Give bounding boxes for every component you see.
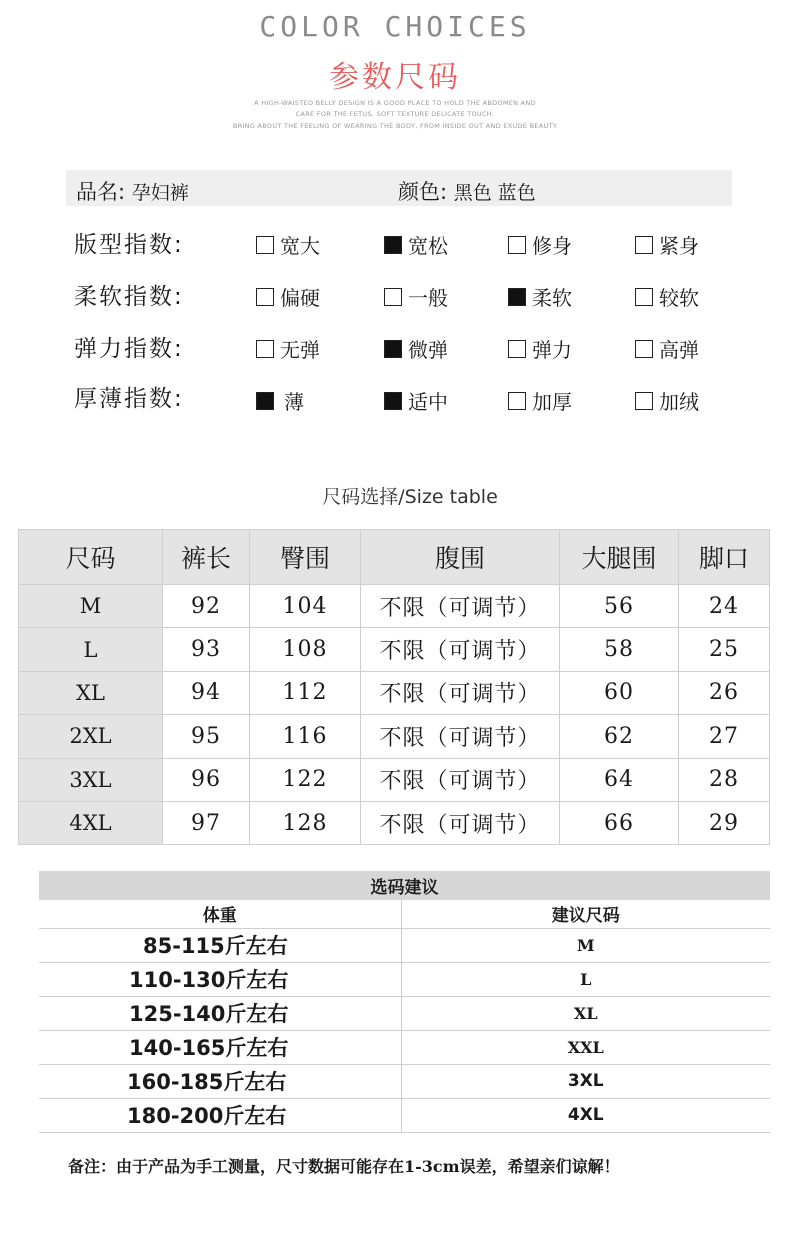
checked-box-icon (508, 288, 526, 306)
header-cell: 裤长 (163, 530, 250, 585)
table-cell: 56 (560, 585, 679, 628)
size-cell: XXL (401, 1030, 770, 1064)
weight-cell: 160-185斤左右 (39, 1064, 401, 1098)
table-cell: 58 (560, 628, 679, 671)
product-info-bar (66, 170, 732, 206)
table-cell: 97 (163, 801, 250, 844)
checkbox-icon (384, 288, 402, 306)
checked-box-icon (256, 392, 274, 410)
table-cell: 112 (250, 671, 361, 714)
table-cell: 108 (250, 628, 361, 671)
size-table (18, 529, 770, 845)
tagline-line-3: BRING ABOUT THE FEELING OF WEARING THE BODY, FROM INSIDE OUT AND EXUDE BEAUTY (232, 122, 558, 130)
product-name-label: 品名: (76, 180, 126, 204)
header-cell: 体重 (39, 900, 401, 928)
table-cell: 116 (250, 715, 361, 758)
table-cell: 不限（可调节） (361, 715, 560, 758)
checkbox-icon (256, 236, 274, 254)
table-cell: 104 (250, 585, 361, 628)
header-cell: 建议尺码 (401, 900, 770, 928)
header-title-en: COLOR CHOICES (259, 10, 531, 43)
option-label: 弹力 (532, 338, 572, 362)
table-cell: 25 (679, 628, 770, 671)
table-cell: 92 (163, 585, 250, 628)
header-cell: 腹围 (361, 530, 560, 585)
checkbox-icon (256, 288, 274, 306)
option-label: 一般 (408, 286, 448, 310)
option-label: 无弹 (280, 338, 320, 362)
checkbox-icon (635, 236, 653, 254)
product-color-value: 黑色 蓝色 (453, 182, 536, 204)
attr-label-thickness: 厚薄指数: (74, 386, 184, 412)
table-row (19, 715, 770, 758)
option-label: 加厚 (532, 390, 572, 414)
table-row (39, 928, 770, 962)
table-cell: 27 (679, 715, 770, 758)
table-row (19, 585, 770, 628)
checkbox-icon (635, 392, 653, 410)
option-fit-1 (256, 230, 320, 259)
table-cell: 93 (163, 628, 250, 671)
header-cell: 尺码 (19, 530, 163, 585)
option-thick-4 (635, 386, 699, 415)
option-fit-4 (635, 230, 699, 259)
table-cell: 不限（可调节） (361, 801, 560, 844)
recommend-title: 选码建议 (39, 871, 770, 900)
option-label: 柔软 (532, 286, 572, 310)
table-cell: 122 (250, 758, 361, 801)
option-stretch-4 (635, 334, 699, 363)
option-label: 适中 (408, 390, 448, 414)
table-cell: 60 (560, 671, 679, 714)
option-soft-2 (384, 282, 448, 311)
size-cell: 4XL (19, 801, 163, 844)
attr-label-stretch: 弹力指数: (74, 336, 184, 362)
option-thick-1 (256, 386, 304, 415)
option-fit-3 (508, 230, 572, 259)
option-stretch-3 (508, 334, 572, 363)
table-cell: 95 (163, 715, 250, 758)
table-cell: 96 (163, 758, 250, 801)
table-cell: 94 (163, 671, 250, 714)
option-label: 偏硬 (280, 286, 320, 310)
option-label: 紧身 (659, 234, 699, 258)
table-cell: 29 (679, 801, 770, 844)
checkbox-icon (508, 340, 526, 358)
weight-cell: 110-130斤左右 (39, 962, 401, 996)
attr-label-fit: 版型指数: (74, 232, 184, 258)
table-cell: 26 (679, 671, 770, 714)
table-cell: 28 (679, 758, 770, 801)
option-soft-1 (256, 282, 320, 311)
option-label: 修身 (532, 234, 572, 258)
checkbox-icon (635, 288, 653, 306)
option-label: 较软 (659, 286, 699, 310)
table-cell: 不限（可调节） (361, 628, 560, 671)
product-color-label: 颜色: (398, 180, 448, 204)
product-name (76, 176, 189, 206)
table-row (39, 1030, 770, 1064)
checkbox-icon (508, 392, 526, 410)
option-label: 宽松 (408, 234, 448, 258)
table-cell: 66 (560, 801, 679, 844)
option-label: 高弹 (659, 338, 699, 362)
option-thick-2 (384, 386, 448, 415)
table-cell: 62 (560, 715, 679, 758)
weight-cell: 125-140斤左右 (39, 996, 401, 1030)
size-cell: 3XL (19, 758, 163, 801)
table-row (19, 628, 770, 671)
table-row (39, 1064, 770, 1098)
checked-box-icon (384, 236, 402, 254)
size-cell: XL (19, 671, 163, 714)
weight-cell: 180-200斤左右 (39, 1098, 401, 1132)
size-cell: M (19, 585, 163, 628)
option-label: 微弹 (408, 338, 448, 362)
table-cell: 不限（可调节） (361, 585, 560, 628)
checked-box-icon (384, 340, 402, 358)
option-soft-4 (635, 282, 699, 311)
measurement-note: 备注：由于产品为手工测量，尺寸数据可能存在1-3cm误差，希望亲们谅解！ (68, 1157, 620, 1176)
header-cell: 臀围 (250, 530, 361, 585)
weight-cell: 85-115斤左右 (39, 928, 401, 962)
table-cell: 128 (250, 801, 361, 844)
checkbox-icon (635, 340, 653, 358)
size-cell: XL (401, 996, 770, 1030)
size-cell: L (401, 962, 770, 996)
size-table-title: 尺码选择/Size table (322, 486, 498, 508)
header-cell: 大腿围 (560, 530, 679, 585)
table-cell: 24 (679, 585, 770, 628)
checkbox-icon (508, 236, 526, 254)
recommend-table (39, 871, 770, 1133)
size-cell: 2XL (19, 715, 163, 758)
option-fit-2 (384, 230, 448, 259)
size-cell: 4XL (401, 1098, 770, 1132)
recommend-title-row (39, 871, 770, 900)
attr-label-softness: 柔软指数: (74, 284, 184, 310)
header-cell: 脚口 (679, 530, 770, 585)
size-table-header (19, 530, 770, 585)
product-color (398, 176, 536, 206)
size-cell: 3XL (401, 1064, 770, 1098)
option-thick-3 (508, 386, 572, 415)
tagline-line-1: A HIGH-WAISTED BELLY DESIGN IS A GOOD PLACE TO HOLD THE ABDOMEN AND (254, 99, 536, 107)
table-cell: 64 (560, 758, 679, 801)
tagline-line-2: CARE FOR THE FETUS, SOFT TEXTURE DELICATE TOUCH, (295, 110, 495, 118)
table-cell: 不限（可调节） (361, 758, 560, 801)
checkbox-icon (256, 340, 274, 358)
option-label: 宽大 (280, 234, 320, 258)
table-row (19, 801, 770, 844)
product-name-value: 孕妇裤 (131, 182, 189, 204)
option-stretch-2 (384, 334, 448, 363)
table-row (39, 962, 770, 996)
weight-cell: 140-165斤左右 (39, 1030, 401, 1064)
checked-box-icon (384, 392, 402, 410)
option-soft-3 (508, 282, 572, 311)
option-stretch-1 (256, 334, 320, 363)
header-title-cn: 参数尺码 (329, 60, 461, 95)
option-label: 加绒 (659, 390, 699, 414)
size-cell: M (401, 928, 770, 962)
size-cell: L (19, 628, 163, 671)
recommend-header-row (39, 900, 770, 928)
table-row (19, 758, 770, 801)
table-row (39, 996, 770, 1030)
table-row (19, 671, 770, 714)
table-row (39, 1098, 770, 1132)
table-cell: 不限（可调节） (361, 671, 560, 714)
option-label: 薄 (284, 390, 304, 414)
